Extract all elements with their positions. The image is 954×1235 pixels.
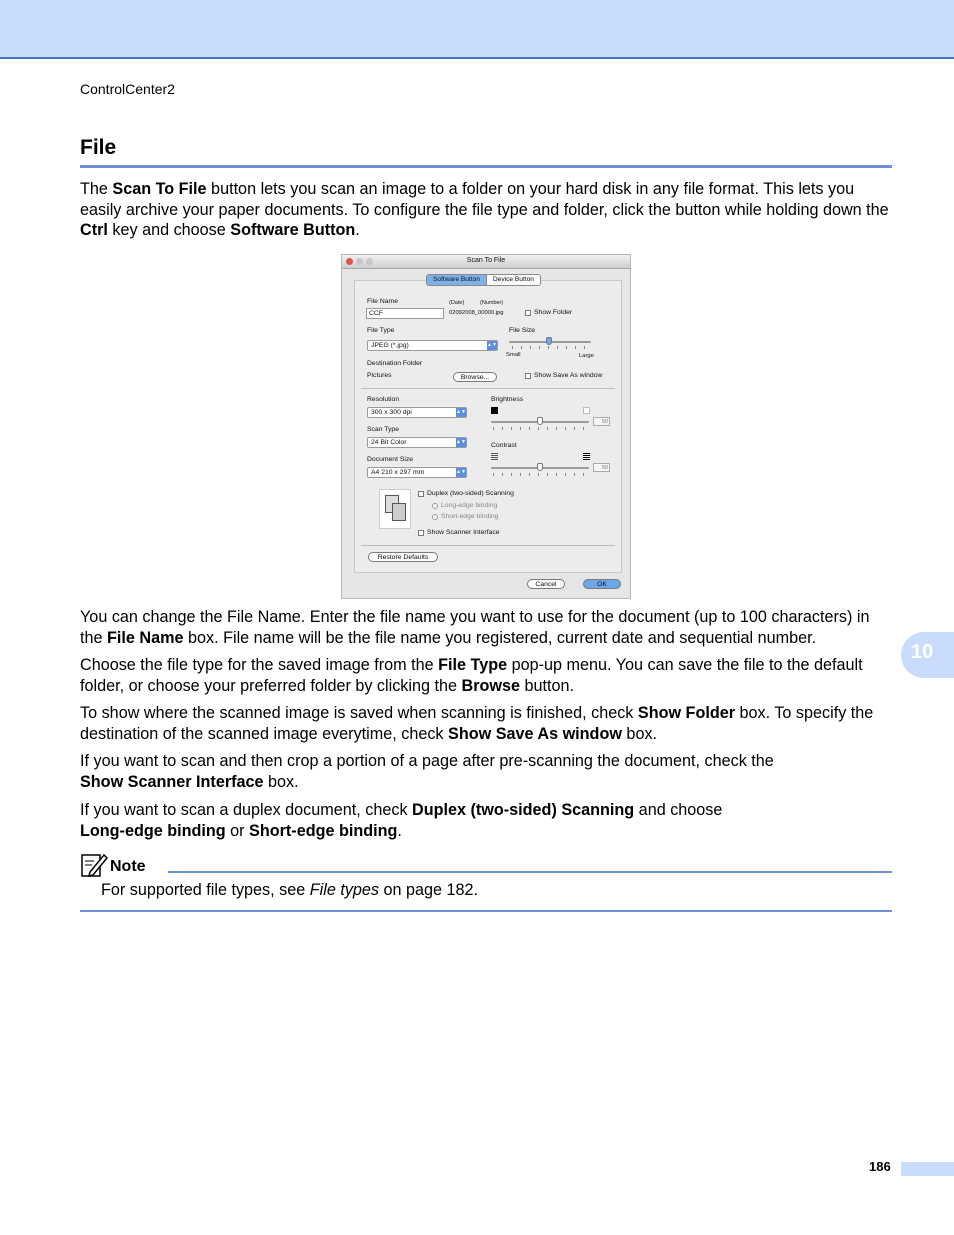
show-folder-checkbox[interactable]	[525, 310, 531, 316]
resolution-select[interactable]	[367, 407, 467, 418]
dark-brightness-icon	[491, 407, 498, 414]
destination-folder-value: Pictures	[367, 372, 392, 379]
file-name-input[interactable]: CCF	[366, 308, 444, 319]
intro-paragraph: The Scan To File button lets you scan an image to a folder on your hard disk in any file format. This lets you easily archive your paper documents. To configure the file type and folder, click the button while holding down the Ctrl key and choose Software Button.	[80, 180, 889, 239]
note-bottom-rule	[80, 910, 892, 912]
ok-button[interactable]: OK	[583, 579, 621, 589]
short-edge-radio[interactable]	[432, 514, 438, 520]
duplex-label: Duplex (two-sided) Scanning	[427, 490, 514, 497]
cancel-button[interactable]: Cancel	[527, 579, 565, 589]
browse-button[interactable]: Browse...	[453, 372, 497, 382]
note-text: For supported file types, see File types on page 182.	[101, 881, 479, 899]
file-type-value: JPEG (*.jpg)	[371, 342, 409, 349]
resolution-value: 300 x 300 dpi	[371, 409, 412, 416]
settings-panel	[354, 280, 622, 573]
contrast-label: Contrast	[491, 442, 517, 449]
chevron-updown-icon: ▲▼	[487, 342, 497, 348]
document-size-label: Document Size	[367, 456, 414, 463]
file-name-paragraph: You can change the File Name. Enter the file name you want to use for the document (up to 100 characters) in the File Name box. File name will be the file name you registered, current date and sequential number.	[80, 608, 870, 647]
contrast-slider-thumb[interactable]	[537, 463, 543, 471]
date-label: (Date)	[449, 300, 465, 306]
file-type-paragraph: Choose the file type for the saved image from the File Type pop-up menu. You can save the file to the default folder, or choose your preferred folder by clicking the Browse button.	[80, 656, 863, 695]
panel-divider	[361, 545, 615, 546]
brightness-slider-thumb[interactable]	[537, 417, 543, 425]
dialog-title: Scan To File	[466, 257, 506, 264]
header-band	[0, 0, 954, 59]
chevron-updown-icon: ▲▼	[456, 469, 466, 475]
file-name-label: File Name	[367, 298, 398, 305]
document-size-select[interactable]	[367, 467, 467, 478]
chapter-tab	[901, 632, 954, 678]
note-label: Note	[110, 858, 146, 875]
scanner-interface-paragraph: If you want to scan and then crop a portion of a page after pre-scanning the document, check the Show Scanner Interface box.	[80, 752, 774, 791]
long-edge-radio[interactable]	[432, 503, 438, 509]
note-pencil-icon	[80, 852, 108, 878]
scan-type-value: 24 Bit Color	[371, 439, 407, 446]
chapter-number: 10	[911, 641, 934, 663]
page-number: 186	[869, 1159, 891, 1174]
brightness-label: Brightness	[491, 396, 524, 403]
short-edge-label: Short-edge binding	[441, 513, 499, 520]
document-size-value: A4 210 x 297 mm	[371, 469, 425, 476]
show-scanner-interface-label: Show Scanner Interface	[427, 529, 500, 536]
duplex-paragraph: If you want to scan a duplex document, check Duplex (two-sided) Scanning and choose Long-edge binding or Short-edge binding.	[80, 801, 723, 840]
low-contrast-icon	[491, 453, 498, 460]
chevron-updown-icon: ▲▼	[456, 409, 466, 415]
scan-to-file-dialog	[341, 254, 631, 599]
file-size-small-label: Small	[506, 352, 521, 358]
duplex-checkbox[interactable]	[418, 491, 424, 497]
show-scanner-interface-checkbox[interactable]	[418, 530, 424, 536]
contrast-value-box[interactable]: 50	[593, 463, 610, 472]
duplex-document-icon	[379, 489, 411, 529]
tab-device-button[interactable]: Device Button	[487, 275, 540, 285]
section-title: File	[80, 136, 117, 159]
scan-type-label: Scan Type	[367, 426, 399, 433]
contrast-ticks	[493, 473, 589, 476]
show-save-as-checkbox[interactable]	[525, 373, 531, 379]
show-folder-paragraph: To show where the scanned image is saved when scanning is finished, check Show Folder box. To specify the destination of the scanned image everytime, check Show Save As window box.	[80, 704, 874, 743]
section-title-rule	[80, 165, 892, 168]
tab-software-button[interactable]: Software Button	[427, 275, 487, 285]
light-brightness-icon	[583, 407, 590, 414]
file-types-link[interactable]: File types	[309, 881, 380, 899]
brightness-ticks	[493, 427, 589, 430]
chevron-updown-icon: ▲▼	[456, 439, 466, 445]
file-size-slider-thumb[interactable]	[546, 337, 552, 345]
file-size-label: File Size	[509, 327, 536, 334]
number-label: (Number)	[480, 300, 504, 306]
page-number-bar	[901, 1162, 954, 1176]
dialog-titlebar	[342, 255, 630, 269]
restore-defaults-button[interactable]: Restore Defaults	[368, 552, 438, 562]
show-folder-label: Show Folder	[534, 309, 573, 316]
destination-folder-label: Destination Folder	[367, 360, 423, 367]
file-size-large-label: Large	[579, 353, 594, 359]
file-name-preview: 02092008_00000.jpg	[449, 310, 504, 316]
show-save-as-label: Show Save As window	[534, 372, 603, 379]
file-type-select[interactable]	[367, 340, 498, 351]
note-top-rule	[168, 871, 892, 873]
scan-type-select[interactable]	[367, 437, 467, 448]
panel-divider	[361, 388, 615, 389]
long-edge-label: Long-edge binding	[441, 502, 498, 509]
resolution-label: Resolution	[367, 396, 400, 403]
file-size-ticks	[512, 346, 590, 349]
running-header: ControlCenter2	[80, 81, 175, 97]
dialog-tab-bar	[426, 274, 541, 286]
brightness-value-box[interactable]: 50	[593, 417, 610, 426]
high-contrast-icon	[583, 453, 590, 460]
file-type-label: File Type	[367, 327, 395, 334]
